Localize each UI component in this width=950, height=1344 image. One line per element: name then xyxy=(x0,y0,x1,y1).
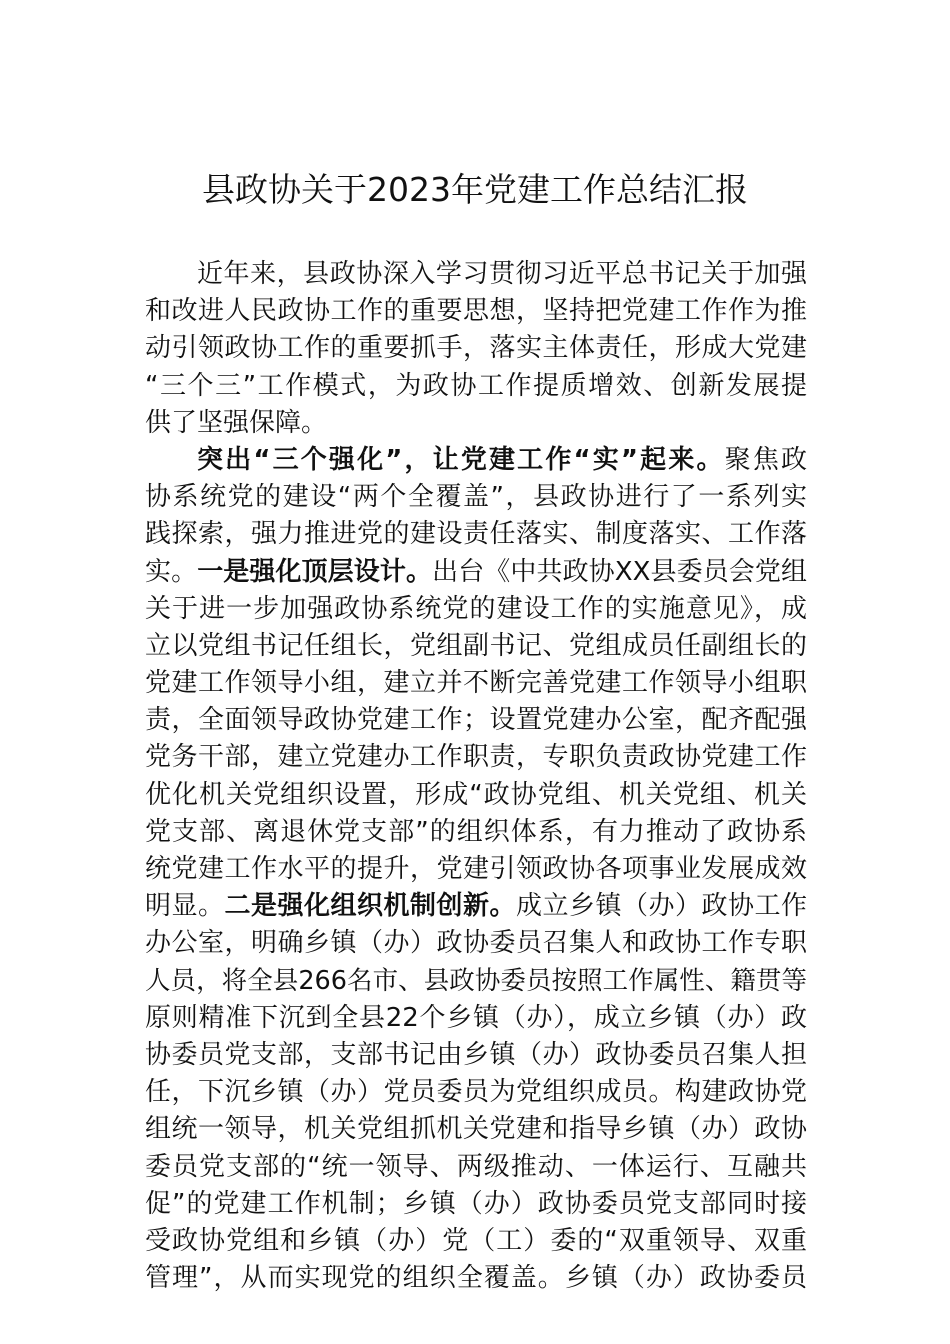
body-line-text: 党务干部，建立党建办工作职责，专职负责政协党建工作 xyxy=(145,742,807,773)
body-line-text: 近年来，县政协深入学习贯彻习近平总书记关于加强 xyxy=(197,259,807,289)
body-line xyxy=(145,591,807,628)
body-line-text: 出台《中共政协XX县委员会党组 xyxy=(432,556,807,587)
body-line xyxy=(145,1186,807,1223)
body-line xyxy=(145,925,807,962)
body-line xyxy=(145,1149,807,1186)
body-line xyxy=(145,814,807,851)
body-line-text: 聚焦政 xyxy=(724,444,807,475)
body-line xyxy=(145,330,807,367)
body-line-text: 党支部、离退休党支部”的组织体系，有力推动了政协系 xyxy=(145,816,807,847)
body-line-text: 委员党支部的“统一领导、两级推动、一体运行、互融共 xyxy=(145,1151,807,1182)
body-line xyxy=(145,963,807,1000)
body-line-text: 成立乡镇（办）政协工作 xyxy=(515,891,807,922)
body-line-text: 协系统党的建设“两个全覆盖”，县政协进行了一系列实 xyxy=(145,482,807,513)
body-line-text: 原则精准下沉到全县22个乡镇（办），成立乡镇（办）政 xyxy=(145,1002,807,1033)
body-line-text: 关于进一步加强政协系统党的建设工作的实施意见》，成 xyxy=(145,593,807,624)
body-line-text: 统党建工作水平的提升，党建引领政协各项事业发展成效 xyxy=(145,854,807,884)
body-line xyxy=(145,851,807,888)
subsection-heading: 一是强化顶层设计。 xyxy=(197,556,433,587)
body-line-text: “三个三”工作模式，为政协工作提质增效、创新发展提 xyxy=(145,370,807,401)
body-line xyxy=(145,293,807,330)
body-line-text: 责，全面领导政协党建工作；设置党建办公室，配齐配强 xyxy=(145,705,807,736)
body-line-text: 立以党组书记任组长，党组副书记、党组成员任副组长的 xyxy=(145,630,807,661)
body-line xyxy=(145,1223,807,1260)
body-line xyxy=(145,479,807,516)
body-line xyxy=(145,1260,807,1297)
body-line xyxy=(145,405,807,442)
body-line xyxy=(145,442,807,479)
body-line xyxy=(145,665,807,702)
body-line xyxy=(145,777,807,814)
body-line xyxy=(145,368,807,405)
body-line-text: 供了坚强保障。 xyxy=(145,407,328,438)
body-line-text: 协委员党支部，支部书记由乡镇（办）政协委员召集人担 xyxy=(145,1039,807,1070)
body-line xyxy=(145,888,807,925)
body-line-text: 组统一领导，机关党组抓机关党建和指导乡镇（办）政协 xyxy=(145,1114,807,1145)
body-line-text: 优化机关党组织设置，形成“政协党组、机关党组、机关 xyxy=(145,779,807,810)
body-line-text: 办公室，明确乡镇（办）政协委员召集人和政协工作专职 xyxy=(145,928,807,959)
body-line xyxy=(145,739,807,776)
section-heading: 突出“三个强化”，让党建工作“实”起来。 xyxy=(197,444,725,475)
body-line-text: 受政协党组和乡镇（办）党（工）委的“双重领导、双重 xyxy=(145,1225,807,1256)
body-line-text: 实。 xyxy=(145,556,198,587)
body-line xyxy=(145,628,807,665)
body-line xyxy=(145,256,807,293)
body-line xyxy=(145,554,807,591)
body-line-text: 明显。 xyxy=(145,891,225,922)
body-line xyxy=(145,516,807,553)
body-line xyxy=(145,1037,807,1074)
body-line xyxy=(145,702,807,739)
body-line-text: 管理”，从而实现党的组织全覆盖。乡镇（办）政协委员 xyxy=(145,1263,807,1294)
document-title: 县政协关于2023年党建工作总结汇报 xyxy=(202,170,748,209)
body-line-text: 党建工作领导小组，建立并不断完善党建工作领导小组职 xyxy=(145,668,807,699)
document-body xyxy=(145,256,807,1297)
body-line-text: 任，下沉乡镇（办）党员委员为党组织成员。构建政协党 xyxy=(145,1077,807,1108)
body-line-text: 促”的党建工作机制；乡镇（办）政协委员党支部同时接 xyxy=(145,1188,807,1219)
body-line-text: 和改进人民政协工作的重要思想，坚持把党建工作作为推 xyxy=(145,296,807,327)
body-line-text: 动引领政协工作的重要抓手，落实主体责任，形成大党建 xyxy=(145,333,807,364)
subsection-heading: 二是强化组织机制创新。 xyxy=(224,891,516,922)
body-line xyxy=(145,1074,807,1111)
body-line xyxy=(145,1111,807,1148)
body-line xyxy=(145,1000,807,1037)
body-line-text: 践探索，强力推进党的建设责任落实、制度落实、工作落 xyxy=(145,519,807,550)
body-line-text: 人员，将全县266名市、县政协委员按照工作属性、籍贯等 xyxy=(145,965,807,996)
